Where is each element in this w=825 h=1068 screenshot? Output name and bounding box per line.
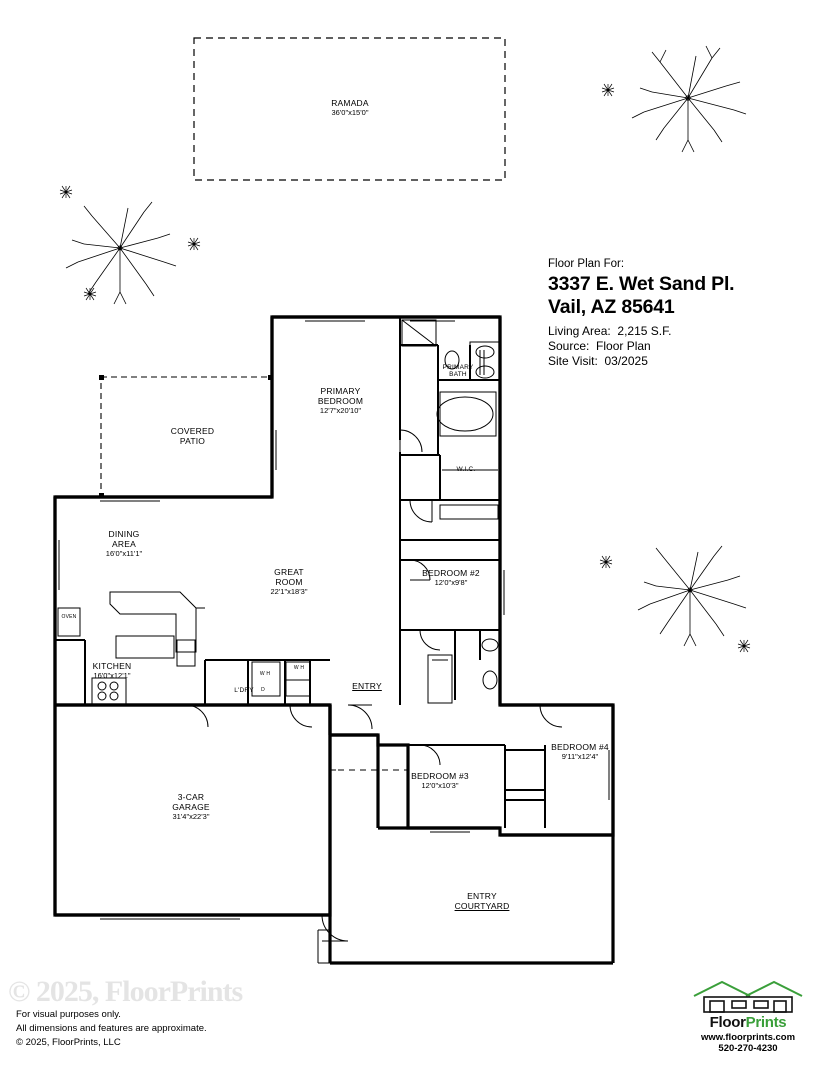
garage-line1: 3-CAR <box>177 792 205 802</box>
house-roof-icon <box>688 980 808 1014</box>
disclaimer-line1: For visual purposes only. <box>16 1009 121 1020</box>
bedroom4-name: BEDROOM #4 <box>551 742 609 752</box>
washer-name: W H <box>259 671 271 677</box>
room-label-kitchen <box>66 662 158 680</box>
appliance-label-dryer <box>250 688 276 694</box>
living-area-value: 2,215 S.F. <box>617 324 672 338</box>
room-label-garage <box>143 793 239 821</box>
entry-name: ENTRY <box>352 681 382 691</box>
room-label-bedroom4 <box>532 743 628 761</box>
garage-dim: 31'4"x22'3" <box>172 811 210 821</box>
appliance-label-oven <box>54 615 84 621</box>
room-label-wic <box>436 466 496 473</box>
source-value: Floor Plan <box>596 339 651 353</box>
room-label-entry <box>340 682 394 692</box>
room-label-dining <box>78 530 170 558</box>
room-label-ramada <box>300 99 400 117</box>
great-room-dim: 22'1"x18'3" <box>270 586 308 596</box>
dining-dim: 16'0"x11'1" <box>105 548 143 558</box>
dryer-name: D <box>261 687 265 693</box>
ramada-name: RAMADA <box>331 98 369 108</box>
great-room-line2: ROOM <box>275 576 303 587</box>
logo-wordmark <box>683 1014 813 1031</box>
logo-word-prints: Prints <box>745 1014 787 1031</box>
dining-line2: AREA <box>112 538 136 549</box>
wic-name: W.I.C. <box>456 466 476 473</box>
logo-website[interactable]: www.floorprints.com <box>700 1032 796 1043</box>
primary-bedroom-line2: BEDROOM <box>317 395 364 406</box>
room-label-primary-bath <box>422 364 494 379</box>
courtyard-line1: ENTRY <box>467 891 497 901</box>
room-label-primary-bedroom <box>288 387 393 415</box>
property-address-line1: 3337 E. Wet Sand Pl. <box>548 273 735 295</box>
garage-line2: GARAGE <box>172 801 210 812</box>
appliance-label-waterheater <box>286 666 312 672</box>
living-area-label: Living Area: <box>548 324 611 338</box>
source-row <box>548 339 818 353</box>
room-label-bedroom2 <box>403 569 499 587</box>
disclaimer-line3: © 2025, FloorPrints, LLC <box>16 1036 121 1048</box>
logo-phone[interactable]: 520-270-4230 <box>718 1043 778 1054</box>
bedroom2-dim: 12'0"x9'8" <box>434 577 468 587</box>
primary-bedroom-line1: PRIMARY <box>320 386 361 396</box>
dining-line1: DINING <box>108 529 140 539</box>
bedroom2-name: BEDROOM #2 <box>422 568 480 578</box>
disclaimer-block <box>16 1008 207 1049</box>
great-room-line1: GREAT <box>274 567 304 577</box>
kitchen-dim: 16'0"x12'1" <box>93 670 131 680</box>
primary-bedroom-dim: 12'7"x20'10" <box>319 405 362 415</box>
site-visit-row <box>548 354 818 368</box>
oven-name: OVEN <box>61 614 77 620</box>
bedroom4-dim: 9'11"x12'4" <box>561 751 599 761</box>
living-area-row <box>548 324 818 338</box>
property-address-line2: Vail, AZ 85641 <box>548 296 675 318</box>
source-label: Source: <box>548 339 590 353</box>
bedroom3-dim: 12'0"x10'3" <box>421 780 459 790</box>
ramada-dim: 36'0"x15'0" <box>331 107 369 117</box>
appliance-label-washer <box>252 672 278 678</box>
property-info-block <box>548 258 818 368</box>
bedroom3-name: BEDROOM #3 <box>411 771 469 781</box>
room-label-bedroom3 <box>392 772 488 790</box>
site-visit-value: 03/2025 <box>604 354 648 368</box>
copyright-watermark: © 2025, FloorPrints <box>8 975 243 1008</box>
covered-patio-line1: COVERED <box>170 426 215 436</box>
kitchen-name: KITCHEN <box>92 661 132 671</box>
primary-bath-line2: BATH <box>449 371 467 379</box>
room-label-great-room <box>243 568 335 596</box>
courtyard-line2: COURTYARD <box>454 900 510 911</box>
covered-patio-line2: PATIO <box>179 435 206 446</box>
logo-word-floor: Floor <box>709 1014 746 1031</box>
site-visit-label: Site Visit: <box>548 354 598 368</box>
primary-bath-line1: PRIMARY <box>442 364 474 371</box>
floorprints-logo[interactable] <box>683 980 813 1054</box>
laundry-name: L'DRY <box>234 687 254 694</box>
waterheater-name: W H <box>293 665 305 671</box>
room-label-courtyard <box>427 892 537 912</box>
disclaimer-line2: All dimensions and features are approximate. <box>16 1022 207 1034</box>
room-label-covered-patio <box>140 427 245 447</box>
info-pretitle: Floor Plan For: <box>548 258 625 270</box>
